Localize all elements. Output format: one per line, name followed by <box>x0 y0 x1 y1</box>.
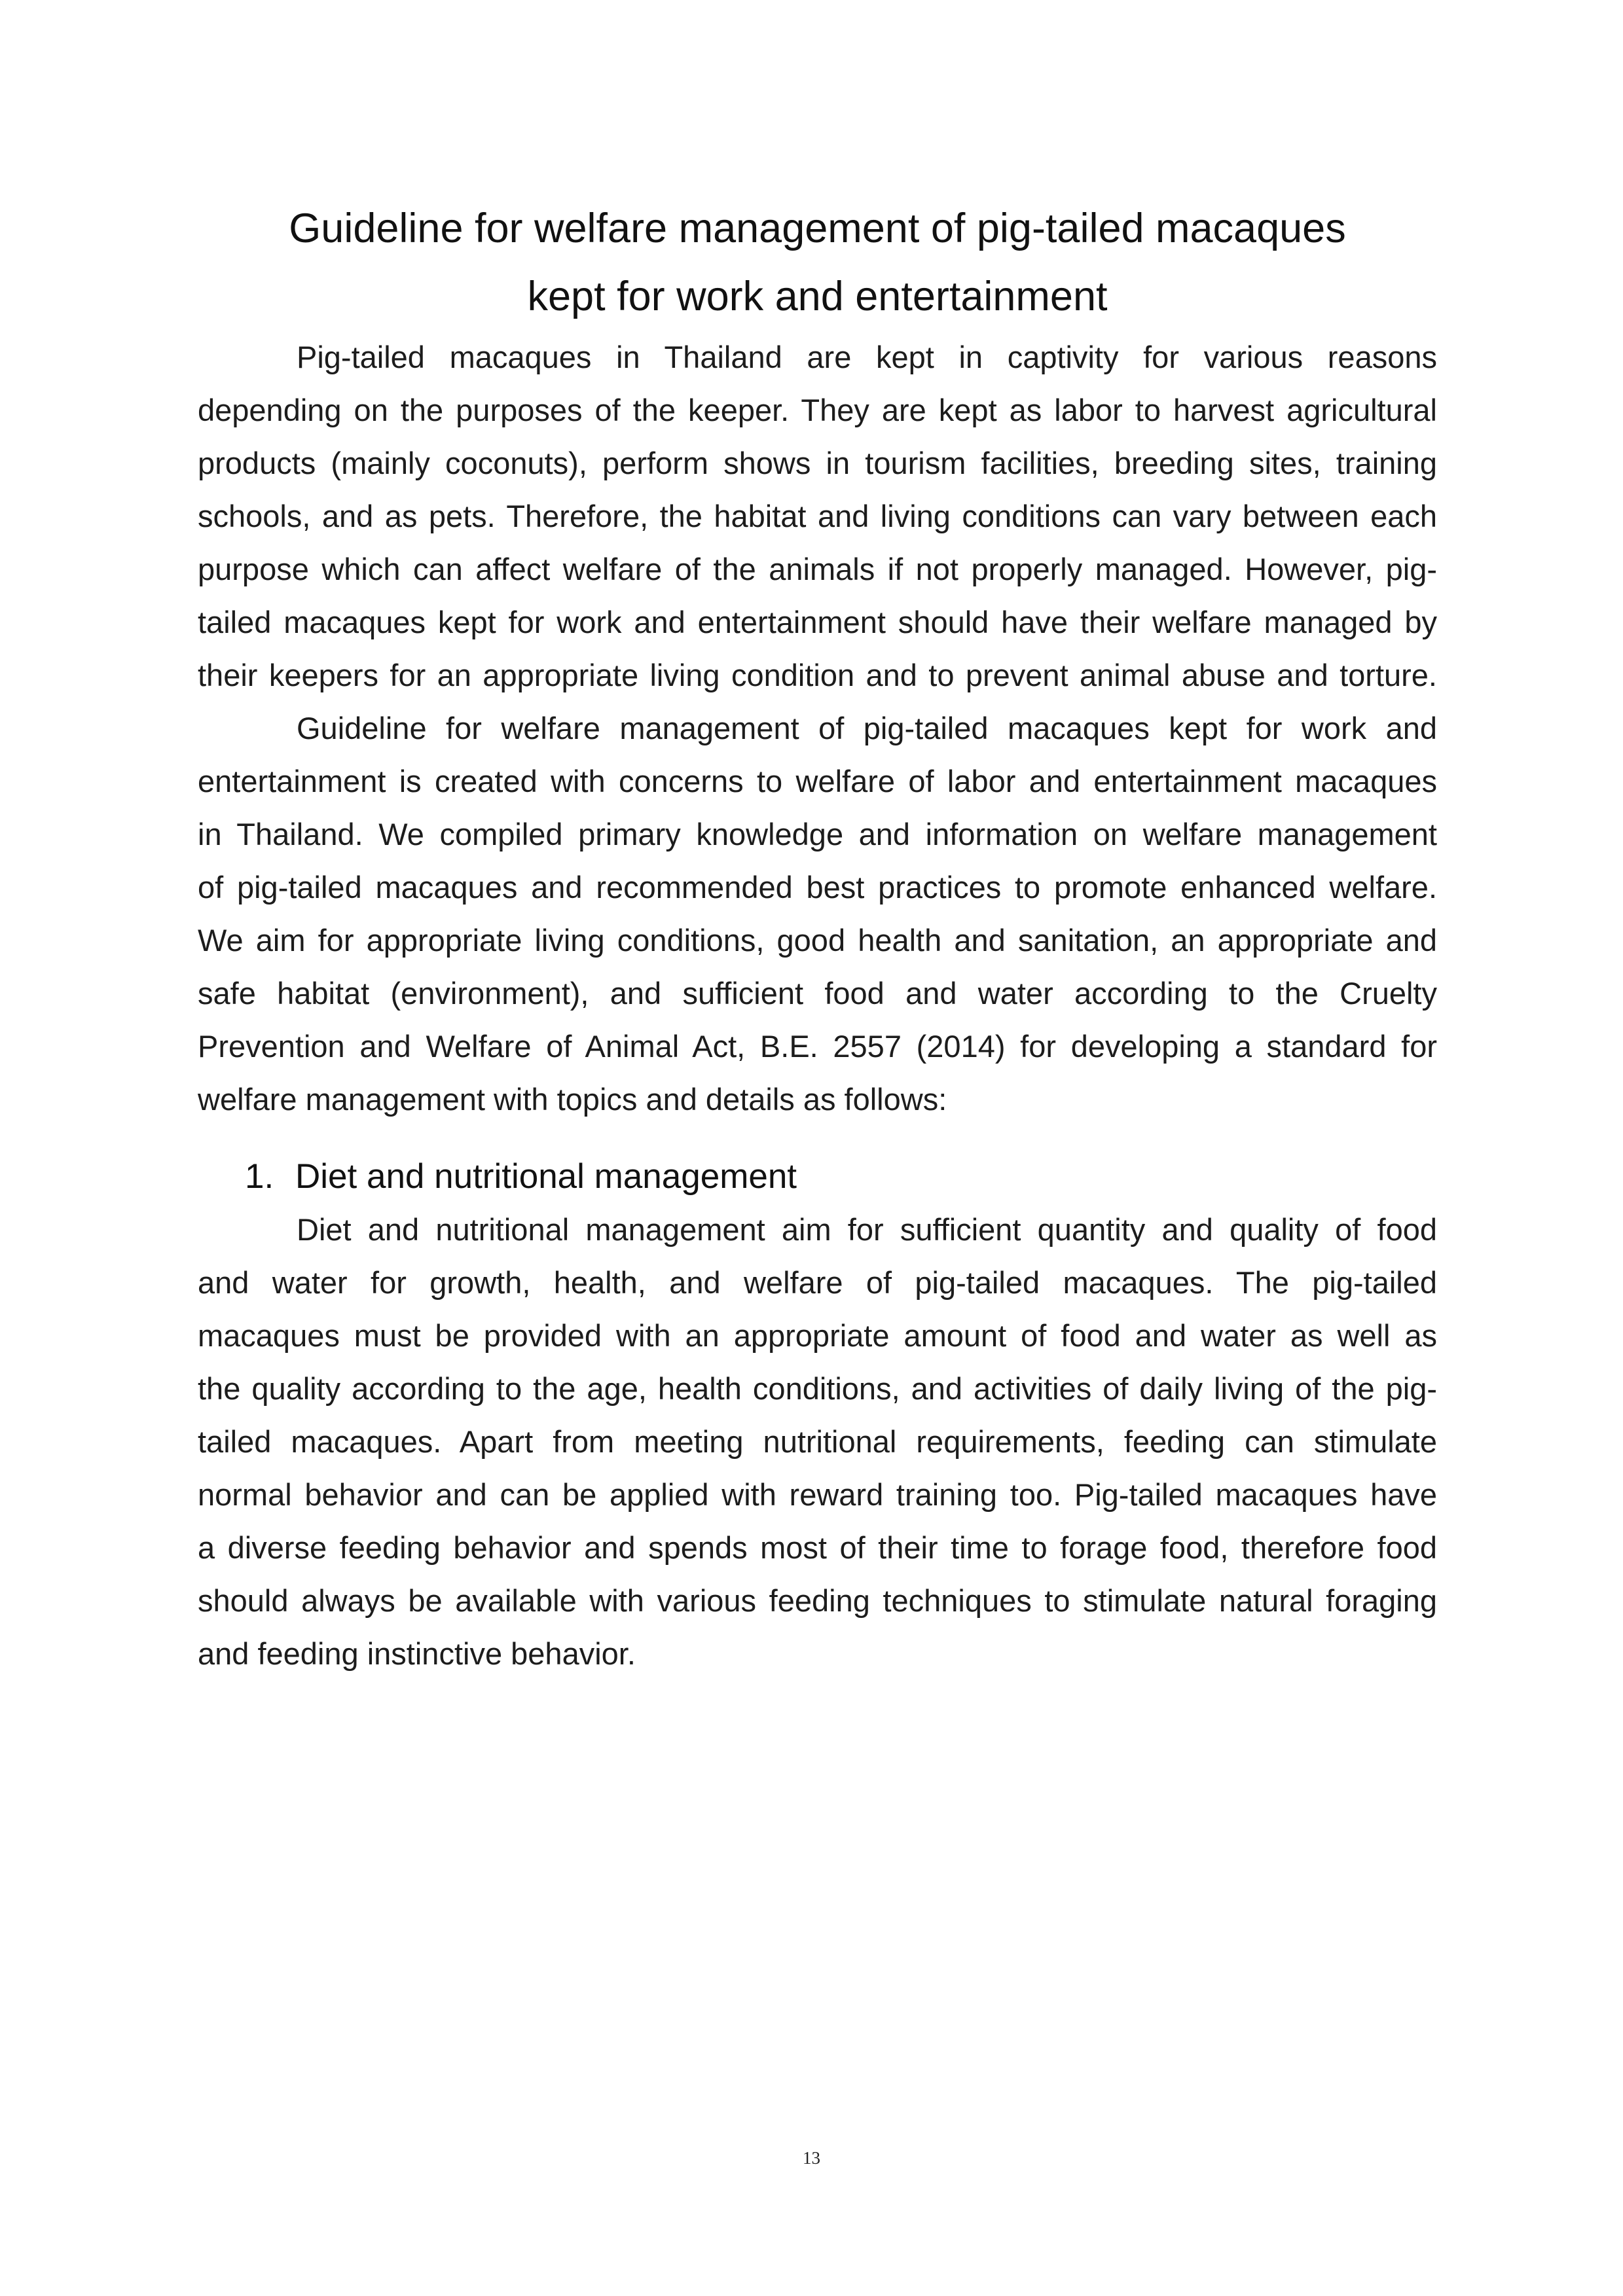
section-paragraph <box>198 1203 1437 1680</box>
paragraph-line: tailed macaques. Apart from meeting nutritional requirements, feeding can stimulate <box>198 1424 1437 1459</box>
paragraph-line: Pig-tailed macaques in Thailand are kept in captivity for various reasons <box>297 340 1437 374</box>
paragraph-line: their keepers for an appropriate living condition and to prevent animal abuse and torture. <box>198 658 1437 692</box>
title-line-2: kept for work and entertainment <box>527 274 1108 319</box>
paragraph-line: entertainment is created with concerns to welfare of labor and entertainment macaques <box>198 764 1437 798</box>
purpose-paragraph <box>198 702 1437 1126</box>
paragraph-line: Prevention and Welfare of Animal Act, B.E. 2557 (2014) for developing a standard for <box>198 1029 1437 1064</box>
paragraph-line: the quality according to the age, health conditions, and activities of daily living of the pig- <box>198 1371 1437 1406</box>
title-line-1: Guideline for welfare management of pig-tailed macaques <box>289 206 1346 251</box>
section-title: Diet and nutritional management <box>295 1157 797 1196</box>
paragraph-line: Guideline for welfare management of pig-tailed macaques kept for work and <box>297 711 1437 745</box>
paragraph-line: Diet and nutritional management aim for sufficient quantity and quality of food <box>297 1212 1437 1247</box>
paragraph-line: products (mainly coconuts), perform shows in tourism facilities, breeding sites, training <box>198 446 1437 480</box>
paragraph-line: in Thailand. We compiled primary knowledge and information on welfare management <box>198 817 1437 852</box>
paragraph-line: safe habitat (environment), and sufficient food and water according to the Cruelty <box>198 976 1437 1011</box>
section-number: 1. <box>245 1157 274 1196</box>
paragraph-line: schools, and as pets. Therefore, the habitat and living conditions can vary between each <box>198 499 1437 533</box>
paragraph-line: depending on the purposes of the keeper. They are kept as labor to harvest agricultural <box>198 393 1437 427</box>
paragraph-line: and water for growth, health, and welfare of pig-tailed macaques. The pig-tailed <box>198 1265 1437 1300</box>
paragraph-line: of pig-tailed macaques and recommended best practices to promote enhanced welfare. <box>198 870 1437 905</box>
intro-paragraph <box>198 331 1437 702</box>
paragraph-line: We aim for appropriate living conditions, good health and sanitation, an appropriate and <box>198 923 1437 958</box>
paragraph-line: and feeding instinctive behavior. <box>198 1636 636 1671</box>
page-title <box>198 194 1437 331</box>
paragraph-line: normal behavior and can be applied with reward training too. Pig-tailed macaques have <box>198 1477 1437 1512</box>
paragraph-line: a diverse feeding behavior and spends most of their time to forage food, therefore food <box>198 1530 1437 1565</box>
paragraph-line: should always be available with various feeding techniques to stimulate natural foraging <box>198 1583 1437 1618</box>
paragraph-line: tailed macaques kept for work and entertainment should have their welfare managed by <box>198 605 1437 639</box>
page-content <box>198 194 1437 1680</box>
paragraph-line: welfare management with topics and details as follows: <box>198 1082 947 1117</box>
section-heading <box>198 1150 1437 1203</box>
page-number: 13 <box>803 2148 820 2168</box>
paragraph-line: macaques must be provided with an appropriate amount of food and water as well as <box>198 1318 1437 1353</box>
paragraph-line: purpose which can affect welfare of the animals if not properly managed. However, pig- <box>198 552 1437 586</box>
